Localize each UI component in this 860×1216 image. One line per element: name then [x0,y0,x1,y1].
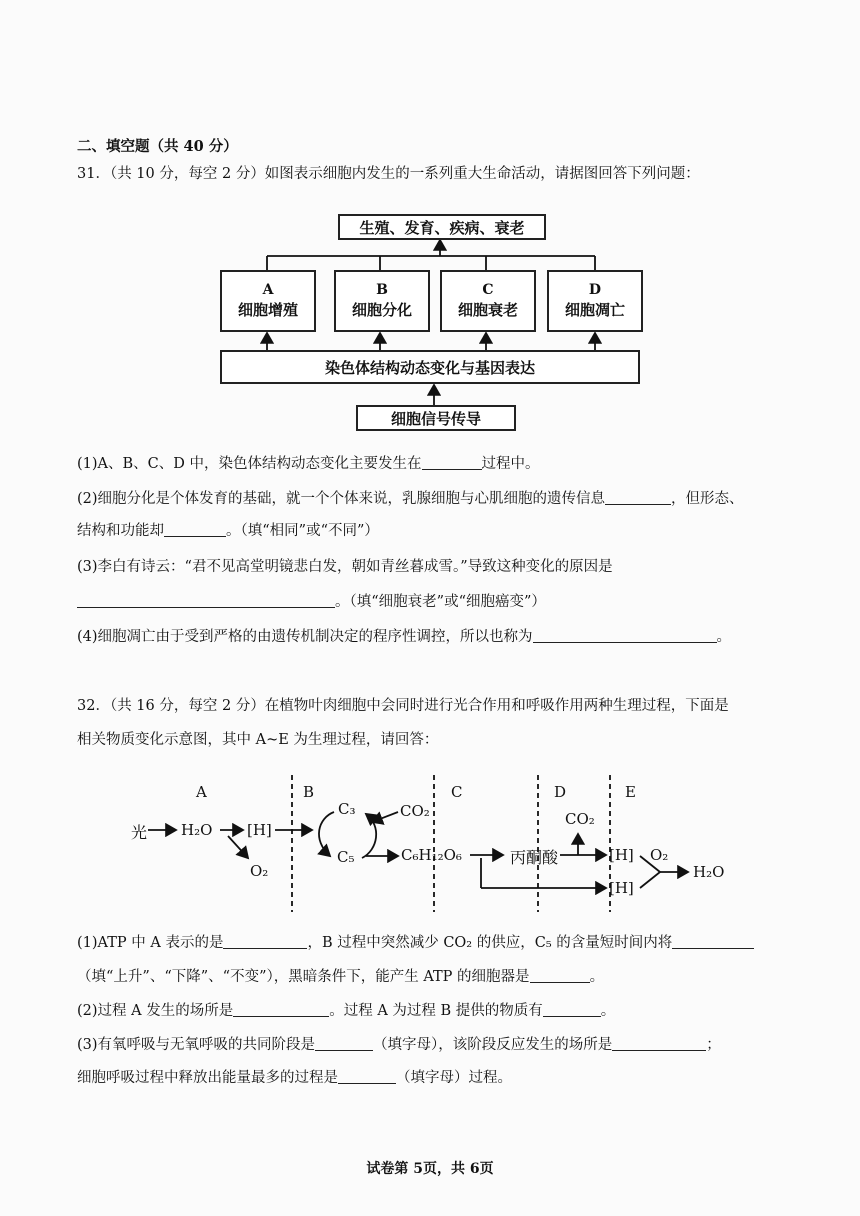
page-footer: 试卷第 5页，共 6页 [366,1161,494,1177]
light-label: 光 [131,823,148,842]
c5-label: C₅ [337,848,355,866]
box-c-letter: C [482,282,494,298]
q32-2-text: (2)过程 A 发生的场所是 [77,1003,234,1019]
answer-blank[interactable] [223,934,307,949]
box-d-letter: D [588,282,602,298]
label-c: C [451,783,463,801]
label-b: B [303,783,315,801]
label-e: E [625,783,636,801]
q32-2-text-c: 。 [600,1003,616,1019]
box-a-letter: A [262,282,274,298]
h2o-label: H₂O [181,821,213,839]
box-a-name: 细胞增殖 [237,301,298,319]
q32-intro-2: 相关物质变化示意图，其中 A~E 为生理过程，请回答： [77,732,439,748]
pyruvate-label: 丙酮酸 [510,848,559,867]
q31-4-text-end: 。 [716,629,732,645]
box-c-name: 细胞衰老 [457,301,518,319]
q32-1-text-c: （填“上升”、“下降”、“不变”），黑暗条件下，能产生 ATP 的细胞器是 [77,969,530,985]
q32-3-text-c: ； [706,1037,721,1053]
o2-label-2: O₂ [650,846,669,864]
q32-question-2 [77,1001,615,1021]
q32-question-3-cont [77,1068,512,1088]
q31-2-text-d: 。（填“相同”或“不同”） [226,523,379,539]
q31-intro: 31．（共 10 分，每空 2 分）如图表示细胞内发生的一系列重大生命活动，请据图回答下列问题： [77,166,700,182]
glucose-label: C₆H₁₂O₆ [401,846,462,864]
q31-2-text-b: ，但形态、 [671,491,744,507]
o2-label: O₂ [250,862,269,880]
answer-blank[interactable] [672,934,754,949]
q32-1-text-b: ，B 过程中突然减少 CO₂ 的供应，C₅ 的含量短时间内将 [307,935,673,951]
q32-1-text: (1)ATP 中 A 表示的是 [77,935,224,951]
label-a: A [196,783,207,801]
q32-intro-1: 32．（共 16 分，每空 2 分）在植物叶肉细胞中会同时进行光合作用和呼吸作用两种生理过程，下面是 [77,698,729,714]
h2o-out-label: H₂O [693,863,725,881]
q31-question-3: (3)李白有诗云：“君不见高堂明镜悲白发，朝如青丝暮成雪。”导致这种变化的原因是 [77,559,613,575]
q32-3-text-b: （填字母），该阶段反应发生的场所是 [373,1037,613,1053]
q32-3-text: (3)有氧呼吸与无氧呼吸的共同阶段是 [77,1037,316,1053]
answer-blank[interactable] [612,1036,706,1051]
h-label-3: [H] [609,879,634,897]
h-label-2: [H] [609,846,634,864]
box-d-name: 细胞凋亡 [564,301,625,319]
q32-3-text-e: （填字母）过程。 [396,1070,512,1086]
label-d: D [554,783,567,801]
section-title: 二、填空题（共 40 分） [77,138,238,155]
q31-3-text-b: 。（填“细胞衰老”或“细胞癌变”） [335,594,546,610]
h-label-1: [H] [247,821,272,839]
co2-label-2: CO₂ [565,810,595,828]
q32-question-1-cont [77,967,604,987]
box-b-name: 细胞分化 [351,301,412,319]
q32-1-text-d: 。 [589,969,605,985]
answer-blank[interactable] [530,968,590,983]
q31-2-text: (2)细胞分化是个体发育的基础，就一个个体来说，乳腺细胞与心肌细胞的遗传信息 [77,491,606,507]
c3-label: C₃ [338,800,356,818]
q31-2-text-c: 结构和功能却 [77,523,164,539]
q32-question-1 [77,933,754,953]
top-box-label: 生殖、发育、疾病、衰老 [359,218,525,237]
q32-2-text-b: 。过程 A 为过程 B 提供的物质有 [329,1003,543,1019]
answer-blank[interactable] [338,1069,396,1084]
q31-1-text: (1)A、B、C、D 中，染色体结构动态变化主要发生在 [77,456,422,472]
bottom-box-label: 细胞信号传导 [390,409,481,428]
middle-box-label: 染色体结构动态变化与基因表达 [324,358,535,377]
answer-blank[interactable] [233,1002,329,1017]
answer-blank[interactable] [315,1036,373,1051]
q32-question-3 [77,1035,721,1055]
box-b-letter: B [376,282,388,298]
q31-1-text-end: 过程中。 [481,456,540,472]
q32-3-text-d: 细胞呼吸过程中释放出能量最多的过程是 [77,1070,338,1086]
q31-4-text: (4)细胞凋亡由于受到严格的由遗传机制决定的程序性调控，所以也称为 [77,629,533,645]
answer-blank[interactable] [543,1002,601,1017]
co2-label-1: CO₂ [400,802,430,820]
